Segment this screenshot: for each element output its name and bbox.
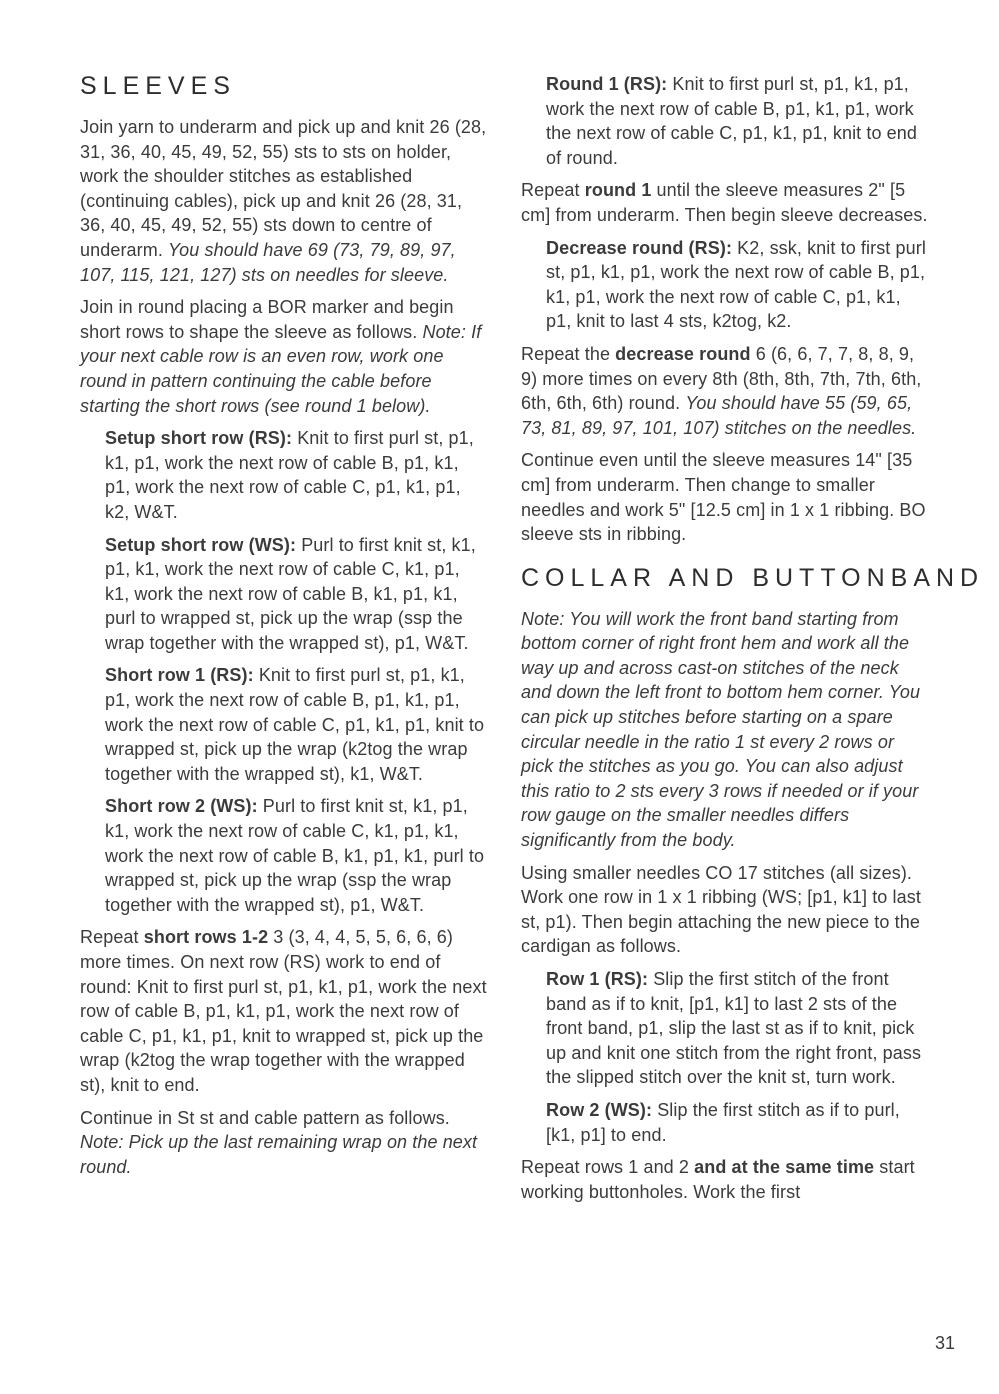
text-run-regular: Join yarn to underarm and pick up and knit 26 (28, 31, 36, 40, 45, 49, 52, 55) sts to sts on holder, work the shoulder stitches as established (continuing cables), pick up and knit 26 (28, 31, 36, 40, 45, 49, 52, 55) sts down to centre of underarm. bbox=[80, 117, 487, 260]
text-run-italic: Note: If your next cable row is an even row, work one round in pattern continuing the cable before starting the short rows (see round 1 below). bbox=[80, 321, 482, 416]
text-run-italic: You should have 55 (59, 65, 73, 81, 89, 97, 101, 107) stitches on the needles. bbox=[521, 393, 917, 438]
text-run-regular: Slip the first stitch as if to purl, [k1, p1] to end. bbox=[546, 1099, 900, 1145]
text-run-regular: Repeat bbox=[521, 180, 585, 201]
paragraph bbox=[80, 115, 487, 287]
text-run-regular: Repeat rows 1 and 2 bbox=[521, 1157, 695, 1178]
paragraph bbox=[521, 342, 928, 440]
paragraph bbox=[521, 448, 928, 546]
text-run-bold: Row 2 (WS): bbox=[546, 1099, 658, 1120]
text-run-bold: Setup short row (WS): bbox=[105, 534, 302, 555]
text-run-bold: Round 1 (RS): bbox=[546, 74, 673, 94]
text-run-bold: Short row 1 (RS): bbox=[105, 665, 259, 686]
text-run-regular: Continue in St st and cable pattern as follows. bbox=[80, 1107, 450, 1128]
text-run-bold: Decrease round (RS): bbox=[546, 237, 738, 258]
text-run-regular: Continue even until the sleeve measures 14" [35 cm] from underarm. Then change to smaller needles and work 5" [12.5 cm] in 1 x 1 ribbing. BO sleeve sts in ribbing. bbox=[521, 450, 926, 545]
text-run-regular: Purl to first knit st, k1, p1, k1, work the next row of cable C, k1, p1, k1, work the next row of cable B, k1, p1, k1, purl to wrapped st, pick up the wrap (ssp the wrap together with the wrapped st), p1, W&T. bbox=[105, 796, 485, 915]
text-run-regular: Join in round placing a BOR marker and begin short rows to shape the sleeve as follows. bbox=[80, 297, 454, 342]
section-heading: COLLAR AND BUTTONBAND bbox=[521, 563, 985, 592]
text-run-regular: Using smaller needles CO 17 stitches (all sizes). Work one row in 1 x 1 ribbing (WS; [p1, k1] to last st, p1). Then begin attaching the new piece to the cardigan as follows. bbox=[521, 862, 921, 957]
text-run-bold: short rows 1-2 bbox=[143, 927, 269, 948]
instruction-paragraph bbox=[80, 533, 487, 656]
instruction-paragraph bbox=[521, 1098, 928, 1147]
instruction-paragraph bbox=[80, 426, 487, 524]
instruction-paragraph bbox=[80, 663, 487, 786]
page-number: 31 bbox=[934, 1333, 955, 1353]
text-run-regular: until the sleeve measures 2" [5 cm] from underarm. Then begin sleeve decreases. bbox=[521, 180, 928, 225]
text-run-bold: decrease round bbox=[615, 343, 751, 364]
text-run-regular: start working buttonholes. Work the first bbox=[521, 1157, 915, 1202]
text-run-regular: 6 (6, 6, 7, 7, 8, 8, 9, 9) more times on every 8th (8th, 8th, 7th, 7th, 6th, 6th, 6th, 6th) round. bbox=[521, 343, 922, 414]
text-run-italic: You should have 69 (73, 79, 89, 97, 107, 115, 121, 127) sts on needles for sleeve. bbox=[80, 239, 456, 285]
text-run-regular: Knit to first purl st, p1, k1, p1, work the next row of cable B, p1, k1, p1, work the next row of cable C, p1, k1, p1, knit to wrapped st, pick up the wrap (k2tog the wrap together with the wrapped st), k1, W&T. bbox=[105, 665, 485, 784]
paragraph bbox=[521, 178, 928, 227]
text-run-bold: Row 1 (RS): bbox=[546, 969, 654, 989]
paragraph bbox=[80, 1106, 487, 1180]
paragraph bbox=[521, 1155, 928, 1204]
text-run-italic: Note: Pick up the last remaining wrap on the next round. bbox=[80, 1132, 478, 1177]
text-run-regular: K2, ssk, knit to first purl st, p1, k1, p1, work the next row of cable B, p1, k1, p1, work the next row of cable C, p1, k1, p1, knit to last 4 sts, k2tog, k2. bbox=[546, 237, 926, 332]
paragraph bbox=[521, 861, 928, 959]
text-column-right bbox=[521, 72, 985, 1212]
text-run-regular: 3 (3, 4, 4, 5, 5, 6, 6, 6) more times. On next row (RS) work to end of round: Knit to first purl st, p1, k1, p1, work the next row of cable B, p1, k1, p1, work the next row of cable C, p1, k1, p1, knit to wrapped st, pick up the wrap (k2tog the wrap together with the wrapped st), knit to end. bbox=[80, 927, 487, 1095]
instruction-paragraph bbox=[521, 967, 928, 1090]
paragraph bbox=[80, 925, 487, 1097]
paragraph bbox=[80, 295, 487, 418]
text-run-bold: Setup short row (RS): bbox=[105, 428, 298, 449]
instruction-paragraph bbox=[521, 72, 928, 170]
text-run-regular: Repeat bbox=[80, 927, 144, 948]
text-run-regular: Purl to first knit st, k1, p1, k1, work the next row of cable C, k1, p1, k1, work the next row of cable B, k1, p1, k1, purl to wrapped st, pick up the wrap (ssp the wrap together with the wrapped st), p1, W&T. bbox=[105, 534, 476, 653]
instruction-paragraph bbox=[80, 794, 487, 917]
text-run-regular: Knit to first purl st, p1, k1, p1, work the next row of cable B, p1, k1, p1, work the next row of cable C, p1, k1, p1, knit to end of round. bbox=[546, 74, 918, 168]
text-run-regular: Repeat the bbox=[521, 343, 616, 364]
text-run-bold: round 1 bbox=[584, 180, 652, 201]
text-run-regular: Knit to first purl st, p1, k1, p1, work the next row of cable B, p1, k1, p1, work the next row of cable C, p1, k1, p1, k2, W&T. bbox=[105, 428, 474, 522]
section-heading: SLEEVES bbox=[80, 72, 236, 100]
text-run-bold: Short row 2 (WS): bbox=[105, 796, 263, 817]
instruction-paragraph bbox=[521, 236, 928, 334]
text-column-left bbox=[80, 72, 487, 1212]
text-run-regular: Slip the first stitch of the front band as if to knit, [p1, k1] to last 2 sts of the front band, p1, slip the last st as if to knit, pick up and knit one stitch from the right front, pass the slipped stitch over the knit st, turn work. bbox=[546, 969, 922, 1088]
text-run-bold: and at the same time bbox=[694, 1157, 875, 1178]
paragraph bbox=[521, 607, 928, 853]
text-run-italic: Note: You will work the front band starting from bottom corner of right front hem and work all the way up and across cast-on stitches of the neck and down the left front to bottom hem corner. You can pick up stitches before starting on a spare circular needle in the ratio 1 st every 2 rows or pick the stitches as you go. You can also adjust this ratio to 2 sts every 3 rows if needed or if your row gauge on the smaller needles differs significantly from the body. bbox=[521, 608, 921, 851]
